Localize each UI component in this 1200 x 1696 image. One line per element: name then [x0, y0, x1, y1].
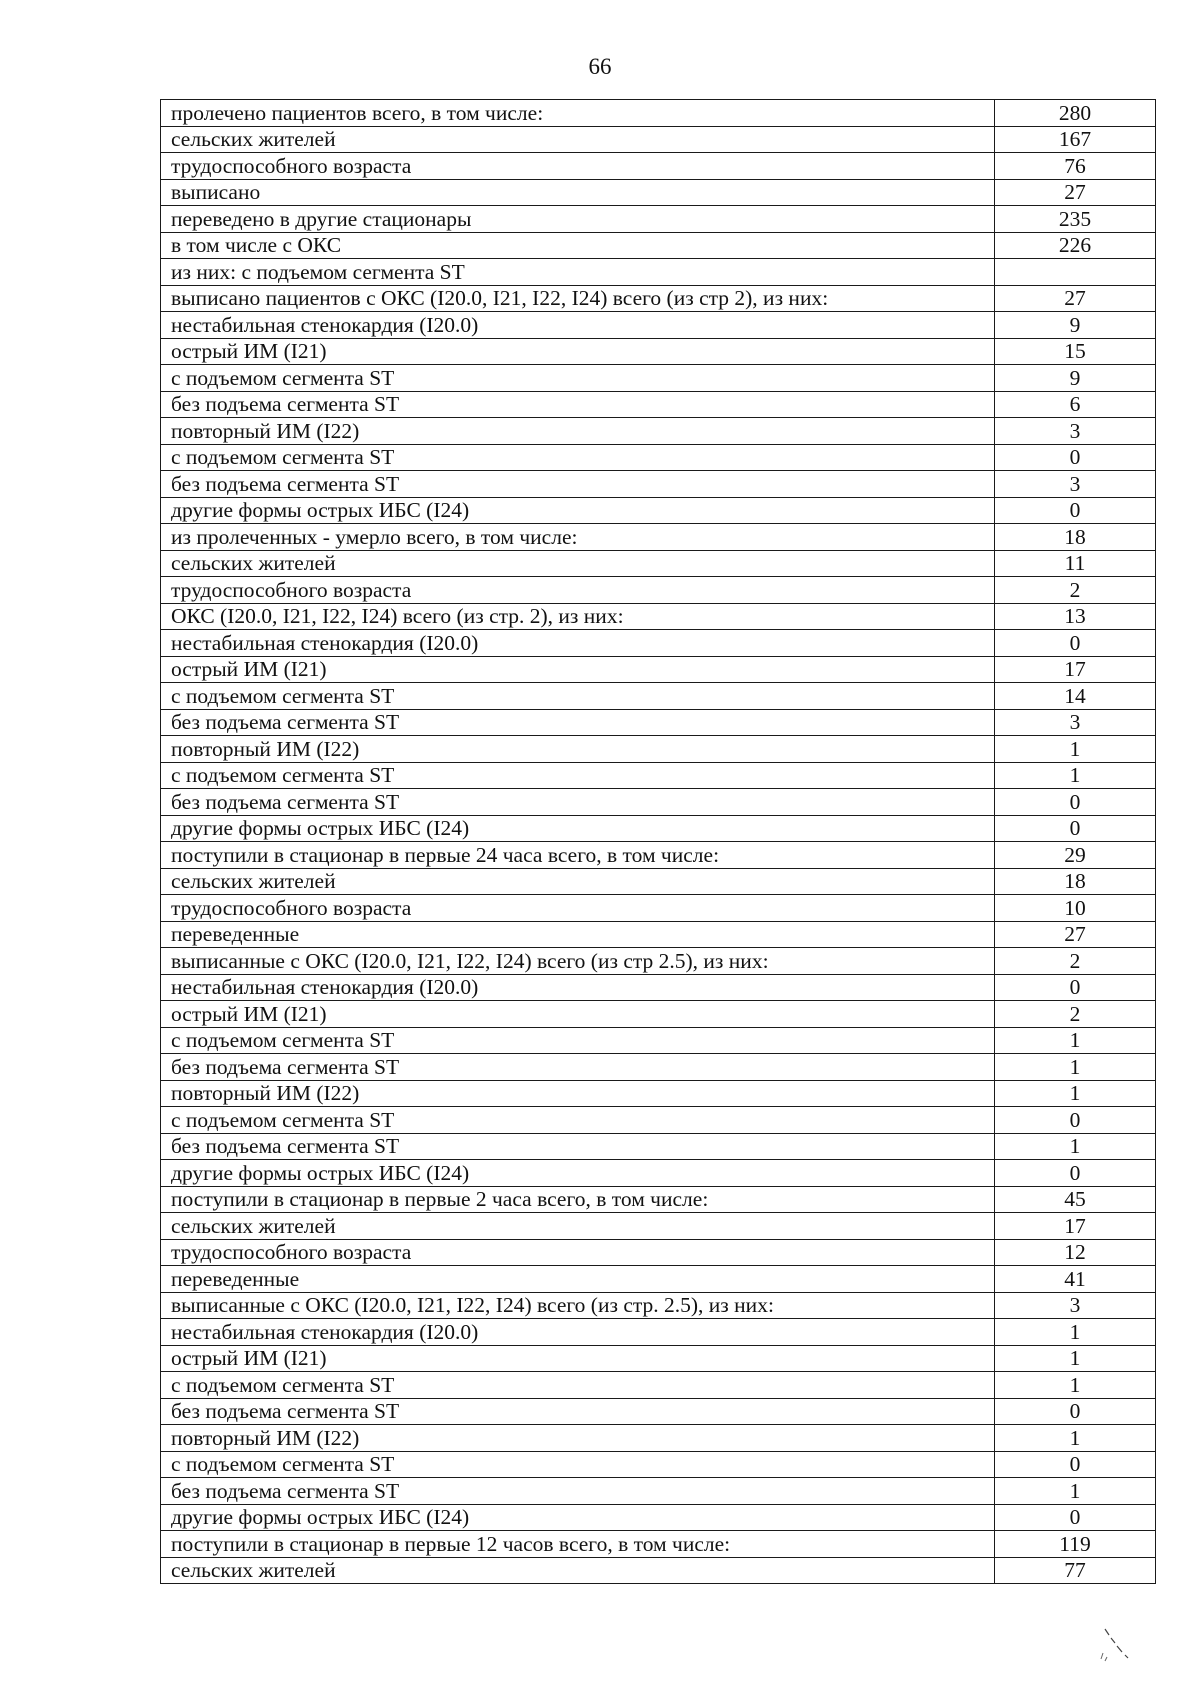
pen-mark-decoration [1095, 1627, 1135, 1663]
row-label: выписанные с ОКС (I20.0, I21, I22, I24) всего (из стр. 2.5), из них: [161, 1292, 995, 1319]
row-value: 17 [995, 656, 1156, 683]
table-row [161, 391, 1156, 418]
row-value: 2 [995, 577, 1156, 604]
row-value: 6 [995, 391, 1156, 418]
row-label: ОКС (I20.0, I21, I22, I24) всего (из стр. 2), из них: [161, 603, 995, 630]
row-label: другие формы острых ИБС (I24) [161, 1504, 995, 1531]
table-row [161, 1451, 1156, 1478]
row-label: пролечено пациентов всего, в том числе: [161, 100, 995, 127]
row-label: сельских жителей [161, 1557, 995, 1584]
row-value: 1 [995, 1372, 1156, 1399]
table-row [161, 100, 1156, 127]
table-row [161, 1160, 1156, 1187]
row-label: переведенные [161, 1266, 995, 1293]
row-label: другие формы острых ИБС (I24) [161, 815, 995, 842]
table-row [161, 709, 1156, 736]
page-number: 66 [588, 54, 612, 79]
row-label: повторный ИМ (I22) [161, 1425, 995, 1452]
row-label: с подъемом сегмента ST [161, 1372, 995, 1399]
row-label: острый ИМ (I21) [161, 1345, 995, 1372]
row-value: 17 [995, 1213, 1156, 1240]
table-row [161, 1345, 1156, 1372]
row-label: сельских жителей [161, 1213, 995, 1240]
row-value: 0 [995, 974, 1156, 1001]
row-value: 3 [995, 471, 1156, 498]
row-label: переведенные [161, 921, 995, 948]
row-value: 1 [995, 1054, 1156, 1081]
row-label: с подъемом сегмента ST [161, 444, 995, 471]
row-value: 3 [995, 418, 1156, 445]
row-value: 29 [995, 842, 1156, 869]
row-value: 10 [995, 895, 1156, 922]
table-row [161, 1372, 1156, 1399]
row-label: с подъемом сегмента ST [161, 1107, 995, 1134]
table-row [161, 126, 1156, 153]
table-row [161, 630, 1156, 657]
row-label: без подъема сегмента ST [161, 1478, 995, 1505]
row-label: нестабильная стенокардия (I20.0) [161, 974, 995, 1001]
row-value: 0 [995, 497, 1156, 524]
table-row [161, 1001, 1156, 1028]
table-row [161, 921, 1156, 948]
row-label: в том числе с ОКС [161, 232, 995, 259]
row-value: 76 [995, 153, 1156, 180]
row-label: сельских жителей [161, 868, 995, 895]
row-value: 0 [995, 444, 1156, 471]
table-row [161, 842, 1156, 869]
row-label: трудоспособного возраста [161, 577, 995, 604]
row-value: 2 [995, 1001, 1156, 1028]
table-row [161, 418, 1156, 445]
row-value: 27 [995, 285, 1156, 312]
row-label: без подъема сегмента ST [161, 391, 995, 418]
row-value: 27 [995, 179, 1156, 206]
table-row [161, 1213, 1156, 1240]
row-label: нестабильная стенокардия (I20.0) [161, 630, 995, 657]
table-row [161, 895, 1156, 922]
table-row [161, 656, 1156, 683]
row-label: без подъема сегмента ST [161, 1133, 995, 1160]
row-value: 13 [995, 603, 1156, 630]
table-row [161, 206, 1156, 233]
row-label: поступили в стационар в первые 24 часа всего, в том числе: [161, 842, 995, 869]
row-label: выписанные с ОКС (I20.0, I21, I22, I24) всего (из стр 2.5), из них: [161, 948, 995, 975]
table-row [161, 1557, 1156, 1584]
table-row [161, 683, 1156, 710]
row-label: повторный ИМ (I22) [161, 1080, 995, 1107]
row-value: 18 [995, 524, 1156, 551]
row-value: 1 [995, 1345, 1156, 1372]
table-row [161, 338, 1156, 365]
row-label: выписано пациентов с ОКС (I20.0, I21, I22, I24) всего (из стр 2), из них: [161, 285, 995, 312]
table-row [161, 444, 1156, 471]
row-label: с подъемом сегмента ST [161, 683, 995, 710]
row-value: 3 [995, 709, 1156, 736]
table-row [161, 524, 1156, 551]
row-value: 14 [995, 683, 1156, 710]
table-row [161, 550, 1156, 577]
row-value: 11 [995, 550, 1156, 577]
row-value: 41 [995, 1266, 1156, 1293]
table-row [161, 948, 1156, 975]
row-label: трудоспособного возраста [161, 1239, 995, 1266]
table-row [161, 974, 1156, 1001]
row-label: с подъемом сегмента ST [161, 762, 995, 789]
row-label: с подъемом сегмента ST [161, 1451, 995, 1478]
row-value: 1 [995, 1478, 1156, 1505]
table-row [161, 471, 1156, 498]
row-label: без подъема сегмента ST [161, 471, 995, 498]
row-value: 0 [995, 1504, 1156, 1531]
table-row [161, 1239, 1156, 1266]
row-label: с подъемом сегмента ST [161, 1027, 995, 1054]
table-row [161, 1027, 1156, 1054]
row-value: 0 [995, 1398, 1156, 1425]
row-value: 119 [995, 1531, 1156, 1558]
row-value: 77 [995, 1557, 1156, 1584]
statistics-table [160, 99, 1156, 1584]
table-row [161, 868, 1156, 895]
row-value: 235 [995, 206, 1156, 233]
table-row [161, 179, 1156, 206]
row-value: 0 [995, 815, 1156, 842]
row-value: 1 [995, 1425, 1156, 1452]
row-label: с подъемом сегмента ST [161, 365, 995, 392]
table-row [161, 1531, 1156, 1558]
row-label: острый ИМ (I21) [161, 338, 995, 365]
table-row [161, 1319, 1156, 1346]
table-row [161, 1266, 1156, 1293]
table-row [161, 285, 1156, 312]
row-label: без подъема сегмента ST [161, 1054, 995, 1081]
row-value: 1 [995, 1027, 1156, 1054]
row-label: поступили в стационар в первые 2 часа всего, в том числе: [161, 1186, 995, 1213]
row-value: 0 [995, 789, 1156, 816]
table-row [161, 1133, 1156, 1160]
row-value: 15 [995, 338, 1156, 365]
row-value: 167 [995, 126, 1156, 153]
table-row [161, 232, 1156, 259]
row-value: 27 [995, 921, 1156, 948]
row-value: 2 [995, 948, 1156, 975]
row-label: из них: с подъемом сегмента ST [161, 259, 995, 286]
row-value: 0 [995, 1107, 1156, 1134]
row-label: сельских жителей [161, 550, 995, 577]
table-row [161, 497, 1156, 524]
table-row [161, 577, 1156, 604]
row-value: 12 [995, 1239, 1156, 1266]
table-row [161, 1292, 1156, 1319]
row-label: без подъема сегмента ST [161, 1398, 995, 1425]
table-row [161, 312, 1156, 339]
row-value: 9 [995, 365, 1156, 392]
row-value: 3 [995, 1292, 1156, 1319]
table-row [161, 1054, 1156, 1081]
row-value: 0 [995, 1160, 1156, 1187]
table-row [161, 789, 1156, 816]
row-label: переведено в другие стационары [161, 206, 995, 233]
table-row [161, 603, 1156, 630]
row-label: повторный ИМ (I22) [161, 736, 995, 763]
row-label: без подъема сегмента ST [161, 789, 995, 816]
table-row [161, 762, 1156, 789]
table-row [161, 1398, 1156, 1425]
row-value [995, 259, 1156, 286]
row-label: из пролеченных - умерло всего, в том числе: [161, 524, 995, 551]
row-value: 226 [995, 232, 1156, 259]
row-label: другие формы острых ИБС (I24) [161, 1160, 995, 1187]
row-value: 1 [995, 736, 1156, 763]
row-label: нестабильная стенокардия (I20.0) [161, 312, 995, 339]
table-row [161, 1080, 1156, 1107]
row-value: 45 [995, 1186, 1156, 1213]
table-row [161, 365, 1156, 392]
row-label: выписано [161, 179, 995, 206]
table-row [161, 1478, 1156, 1505]
row-value: 0 [995, 630, 1156, 657]
table-row [161, 1107, 1156, 1134]
table-row [161, 1504, 1156, 1531]
row-label: без подъема сегмента ST [161, 709, 995, 736]
row-value: 1 [995, 1133, 1156, 1160]
row-label: трудоспособного возраста [161, 153, 995, 180]
table-row [161, 1186, 1156, 1213]
table-row [161, 1425, 1156, 1452]
table-row [161, 259, 1156, 286]
row-label: нестабильная стенокардия (I20.0) [161, 1319, 995, 1346]
table-row [161, 815, 1156, 842]
row-value: 0 [995, 1451, 1156, 1478]
table-row [161, 736, 1156, 763]
row-label: сельских жителей [161, 126, 995, 153]
row-value: 9 [995, 312, 1156, 339]
row-label: повторный ИМ (I22) [161, 418, 995, 445]
row-label: другие формы острых ИБС (I24) [161, 497, 995, 524]
row-label: трудоспособного возраста [161, 895, 995, 922]
table-body [161, 100, 1156, 1584]
row-label: острый ИМ (I21) [161, 656, 995, 683]
row-label: поступили в стационар в первые 12 часов всего, в том числе: [161, 1531, 995, 1558]
table-row [161, 153, 1156, 180]
row-value: 1 [995, 1319, 1156, 1346]
row-label: острый ИМ (I21) [161, 1001, 995, 1028]
row-value: 18 [995, 868, 1156, 895]
row-value: 1 [995, 762, 1156, 789]
row-value: 280 [995, 100, 1156, 127]
row-value: 1 [995, 1080, 1156, 1107]
